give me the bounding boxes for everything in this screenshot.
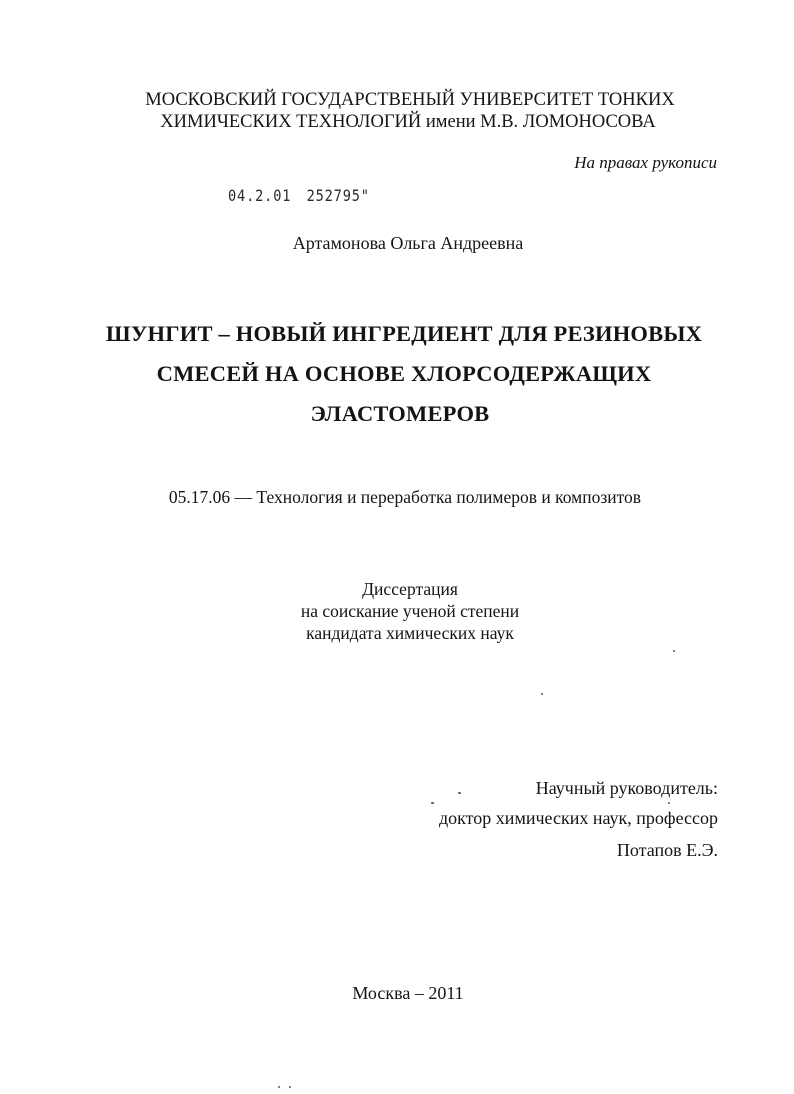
scan-speck xyxy=(458,792,461,794)
supervisor-name: Потапов Е.Э. xyxy=(616,840,718,860)
university-name-line-2: ХИМИЧЕСКИХ ТЕХНОЛОГИЙ имени М.В. ЛОМОНОСОВА xyxy=(160,112,656,132)
scan-speck xyxy=(541,693,543,695)
stamp-number: 252795 xyxy=(306,186,361,205)
stamp-mark: " xyxy=(360,186,370,205)
stamp-date: 04.2.01 xyxy=(228,186,292,205)
degree-name: кандидата химических наук xyxy=(306,623,514,643)
dissertation-label: Диссертация xyxy=(362,579,458,599)
supervisor-degree: доктор химических наук, профессор xyxy=(439,808,718,828)
scan-speck xyxy=(668,802,670,804)
rights-note: На правах рукописи xyxy=(574,153,717,172)
specialty-code: 05.17.06 — Технология и переработка полимеров и композитов xyxy=(168,487,642,507)
university-name-line-1: МОСКОВСКИЙ ГОСУДАРСТВЕНЫЙ УНИВЕРСИТЕТ ТОНКИХ xyxy=(145,90,675,110)
thesis-title-line-1: ШУНГИТ – НОВЫЙ ИНГРЕДИЕНТ ДЛЯ РЕЗИНОВЫХ xyxy=(105,321,703,346)
scan-speck xyxy=(673,650,675,652)
library-stamp xyxy=(228,186,370,205)
thesis-title-line-2: СМЕСЕЙ НА ОСНОВЕ ХЛОРСОДЕРЖАЩИХ xyxy=(156,361,652,386)
degree-purpose: на соискание ученой степени xyxy=(300,601,520,621)
scan-speck xyxy=(431,802,434,804)
author-name: Артамонова Ольга Андреевна xyxy=(292,233,524,253)
thesis-title-line-3: ЭЛАСТОМЕРОВ xyxy=(310,401,490,426)
place-year: Москва – 2011 xyxy=(352,983,464,1003)
scan-speck xyxy=(289,1086,291,1088)
supervisor-label: Научный руководитель: xyxy=(535,778,718,798)
scan-speck xyxy=(278,1086,280,1088)
